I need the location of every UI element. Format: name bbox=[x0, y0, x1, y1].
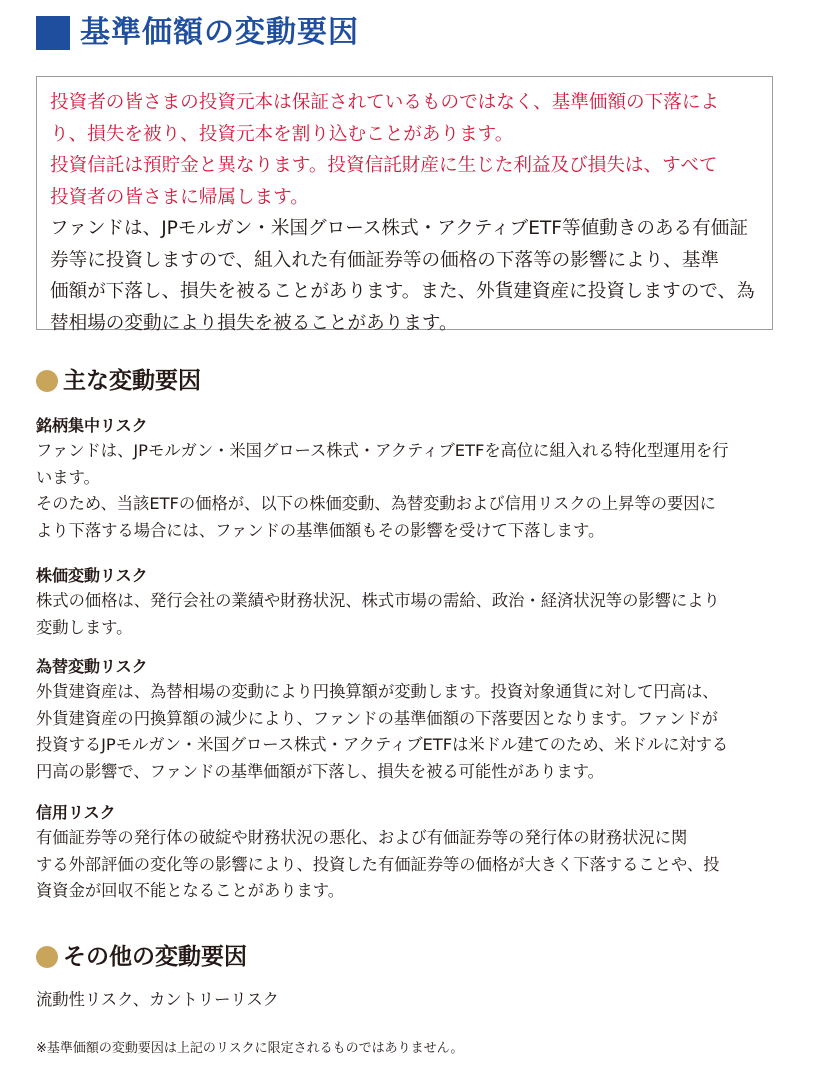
risk-line: 資資金が回収不能となることがあります。 bbox=[36, 881, 345, 900]
title-square-icon bbox=[36, 16, 70, 50]
notice-line: 替相場の変動により損失を被ることがあります。 bbox=[50, 312, 458, 334]
other-factors-heading bbox=[36, 942, 247, 972]
risk-line: 有価証券等の発行体の破綻や財務状況の悪化、および有価証券等の発行体の財務状況に関 bbox=[36, 828, 688, 847]
bullet-dot-icon bbox=[36, 946, 58, 968]
risk-notice-box bbox=[36, 76, 773, 334]
bullet-dot-icon bbox=[36, 370, 58, 392]
other-factors-text: 流動性リスク、カントリーリスク bbox=[36, 990, 279, 1009]
risk-name: 株価変動リスク bbox=[36, 566, 148, 585]
risk-line: する外部評価の変化等の影響により、投資した有価証券等の価格が大きく下落することや、投 bbox=[36, 854, 720, 874]
risk-currency bbox=[36, 655, 776, 785]
notice-line: ファンドは、JPモルガン・米国グロース株式・アクティブETF等値動きのある有価証 bbox=[50, 218, 748, 239]
risk-line: そのため、当該ETFの価格が、以下の株価変動、為替変動および信用リスクの上昇等の要因に bbox=[36, 494, 716, 513]
notice-line: 投資者の皆さまに帰属します。 bbox=[50, 186, 309, 208]
risk-concentration bbox=[36, 414, 776, 544]
risk-name: 銘柄集中リスク bbox=[36, 416, 148, 435]
risk-name: 為替変動リスク bbox=[36, 657, 148, 676]
notice-line: 投資信託は預貯金と異なります。投資信託財産に生じた利益及び損失は、すべて bbox=[50, 155, 718, 176]
page-header bbox=[36, 12, 359, 54]
footnote: ※基準価額の変動要因は上記のリスクに限定されるものではありません。 bbox=[36, 1041, 464, 1056]
risk-line: 投資するJPモルガン・米国グロース株式・アクティブETFは米ドル建てのため、米ドルに対する bbox=[36, 735, 729, 754]
notice-line: り、損失を被り、投資元本を割り込むことがあります。 bbox=[50, 123, 514, 145]
section-title: 主な変動要因 bbox=[63, 368, 201, 394]
risk-credit bbox=[36, 801, 776, 905]
risk-line: 外貨建資産の円換算額の減少により、ファンドの基準価額の下落要因となります。ファンドが bbox=[36, 708, 718, 728]
risk-line: より下落する場合には、ファンドの基準価額もその影響を受けて下落します。 bbox=[36, 520, 605, 540]
notice-line: 券等に投資しますので、組入れた有価証券等の価格の下落等の影響により、基準 bbox=[50, 249, 720, 271]
page-title: 基準価額の変動要因 bbox=[80, 15, 359, 50]
notice-line: 投資者の皆さまの投資元本は保証されているものではなく、基準価額の下落によ bbox=[50, 92, 720, 113]
notice-line: 価額が下落し、損失を被ることがあります。また、外貨建資産に投資しますので、為 bbox=[50, 281, 755, 302]
risk-line: 外貨建資産は、為替相場の変動により円換算額が変動します。投資対象通貨に対して円高は、 bbox=[36, 682, 719, 701]
main-factors-heading bbox=[36, 366, 201, 396]
risk-line: 変動します。 bbox=[36, 617, 133, 637]
risk-stock-price bbox=[36, 564, 776, 641]
risk-line: 円高の影響で、ファンドの基準価額が下落し、損失を被る可能性があります。 bbox=[36, 761, 604, 781]
risk-name: 信用リスク bbox=[36, 803, 116, 822]
section-title: その他の変動要因 bbox=[63, 944, 247, 970]
risk-line: ファンドは、JPモルガン・米国グロース株式・アクティブETFを高位に組入れる特化型運用を行 bbox=[36, 441, 729, 460]
risk-line: います。 bbox=[36, 467, 100, 487]
risk-line: 株式の価格は、発行会社の業績や財務状況、株式市場の需給、政治・経済状況等の影響により bbox=[36, 591, 720, 610]
